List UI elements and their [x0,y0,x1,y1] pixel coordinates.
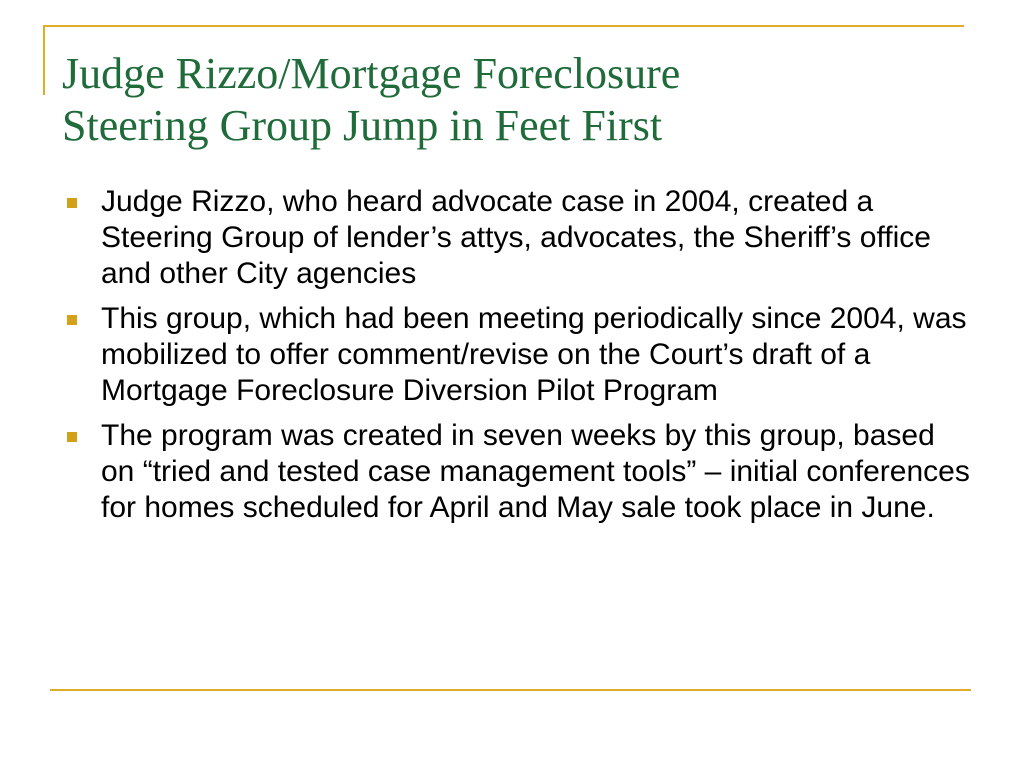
square-bullet-icon [67,315,77,325]
bullet-item [64,301,974,409]
bullet-text: Judge Rizzo, who heard advocate case in 2004, created a Steering Group of lender’s attys, advocates, the Sheriff’s office and other City agencies [101,185,931,290]
bullet-item [64,184,974,292]
left-accent-rule [43,25,45,95]
bottom-accent-rule [50,689,971,691]
square-bullet-icon [67,198,77,208]
bullet-text: The program was created in seven weeks by this group, based on “tried and tested case management tools” – initial conferences for homes scheduled for April and May sale took place in June. [101,419,970,524]
square-bullet-icon [67,432,77,442]
bullet-text: This group, which had been meeting periodically since 2004, was mobilized to offer comment/revise on the Court’s draft of a Mortgage Foreclosure Diversion Pilot Program [101,302,967,407]
title-line-1: Judge Rizzo/Mortgage Foreclosure [62,49,681,98]
bullet-list [64,184,974,535]
bullet-item [64,418,974,526]
top-accent-rule [43,25,964,27]
title-line-2: Steering Group Jump in Feet First [62,101,663,150]
slide-title [62,48,982,152]
